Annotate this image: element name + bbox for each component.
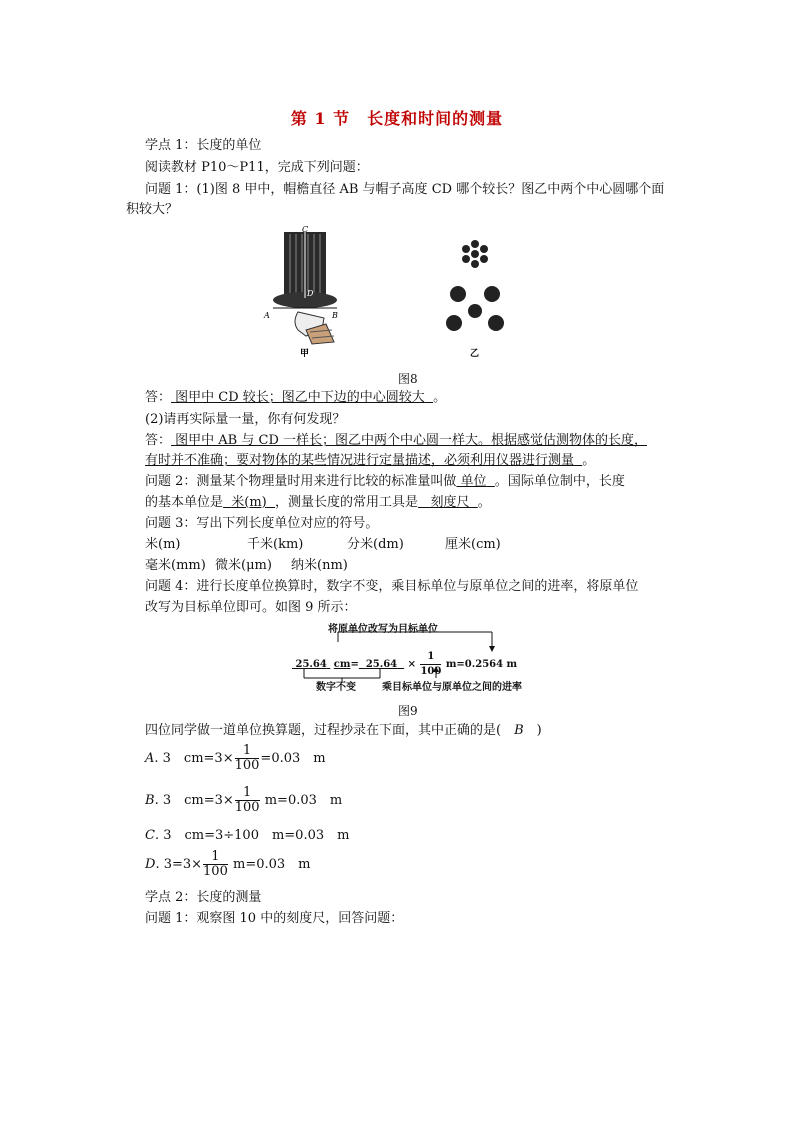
- point-c-label: C: [302, 226, 309, 234]
- question-2-line-2: 的基本单位是 米(m) ，测量长度的常用工具是 刻度尺 。: [145, 495, 491, 510]
- reading-instruction: 阅读教材 P10～P11，完成下列问题：: [145, 160, 369, 175]
- option-a: A. 3 cm=3× $\frac{1}{100}$ =0.03 m: [145, 743, 326, 773]
- figure-yi-label: 乙: [470, 349, 480, 359]
- question-1-line-1: 问题 1：(1)图 8 甲中，帽檐直径 AB 与帽子高度 CD 哪个较长？图乙中两个中心圆哪个面: [145, 182, 665, 197]
- section-heading-1: 学点 1：长度的单位: [145, 138, 262, 153]
- hat-illusion-figure: [262, 226, 352, 366]
- answer-2-line-2: 有时并不准确；要对物体的某些情况进行定量描述，必须利用仪器进行测量 。: [145, 453, 596, 468]
- question-6: 问题 1：观察图 10 中的刻度尺，回答问题：: [145, 911, 404, 926]
- option-b: B. 3 cm=3× $\frac{1}{100}$ m=0.03 m: [145, 785, 343, 815]
- point-b-label: B: [332, 311, 338, 320]
- units-row-2: 毫米(mm) 微米(μm) 纳米(nm): [145, 558, 348, 573]
- figure-9-caption: 图9: [398, 704, 418, 718]
- figure-9-conversion-diagram: [286, 620, 546, 692]
- option-c: C. 3 cm=3÷100 m=0.03 m: [145, 828, 350, 843]
- question-4-line-1: 问题 4：进行长度单位换算时，数字不变，乘目标单位与原单位之间的进率，将原单位: [145, 579, 639, 594]
- point-d-label: D: [307, 289, 314, 298]
- question-5: 四位同学做一道单位换算题，过程抄录在下面，其中正确的是( B ): [145, 723, 542, 738]
- question-3: 问题 3：写出下列长度单位对应的符号。: [145, 516, 379, 531]
- question-4-line-2: 改写为目标单位即可。如图 9 所示：: [145, 600, 357, 615]
- point-a-label: A: [264, 311, 270, 320]
- figure-9-top-note: 将原单位改写为目标单位: [328, 624, 438, 635]
- answer-1-prefix: 答：: [145, 390, 172, 405]
- units-row-1: 米(m) 千米(km) 分米(dm) 厘米(cm): [145, 537, 501, 552]
- ebbinghaus-circles-figure: [440, 232, 510, 362]
- figure-8-jia: [262, 226, 352, 366]
- figure-9-left-note: 数字不变: [316, 682, 356, 693]
- question-1-line-2: 积较大？: [126, 202, 179, 217]
- figure-8-caption: 图8: [398, 372, 418, 386]
- question-1-part-2: (2)请再实际量一量，你有何发现？: [145, 412, 346, 427]
- answer-1-text: 图甲中 CD 较长；图乙中下边的中心圆较大: [175, 390, 425, 405]
- answer-2-line-1: 答： 图甲中 AB 与 CD 一样长；图乙中两个中心圆一样大。根据感觉估测物体的长度，: [145, 433, 647, 448]
- option-d: D. 3=3× $\frac{1}{100}$ m=0.03 m: [145, 849, 311, 879]
- question-2-line-1: 问题 2：测量某个物理量时用来进行比较的标准量叫做 单位 。国际单位制中，长度: [145, 474, 625, 489]
- figure-9-expression: 25.64 cm= 25.64 × $\frac{1}{100}$ m=0.2564 m: [295, 651, 518, 677]
- figure-jia-label: 甲: [300, 349, 310, 359]
- answer-1: 答： 图甲中 CD 较长；图乙中下边的中心圆较大 。: [145, 390, 447, 405]
- section-heading-2: 学点 2：长度的测量: [145, 890, 262, 905]
- page-title: 第 1 节 长度和时间的测量: [290, 109, 504, 128]
- figure-9-right-note: 乘目标单位与原单位之间的进率: [382, 682, 522, 693]
- figure-8-yi: [440, 232, 510, 362]
